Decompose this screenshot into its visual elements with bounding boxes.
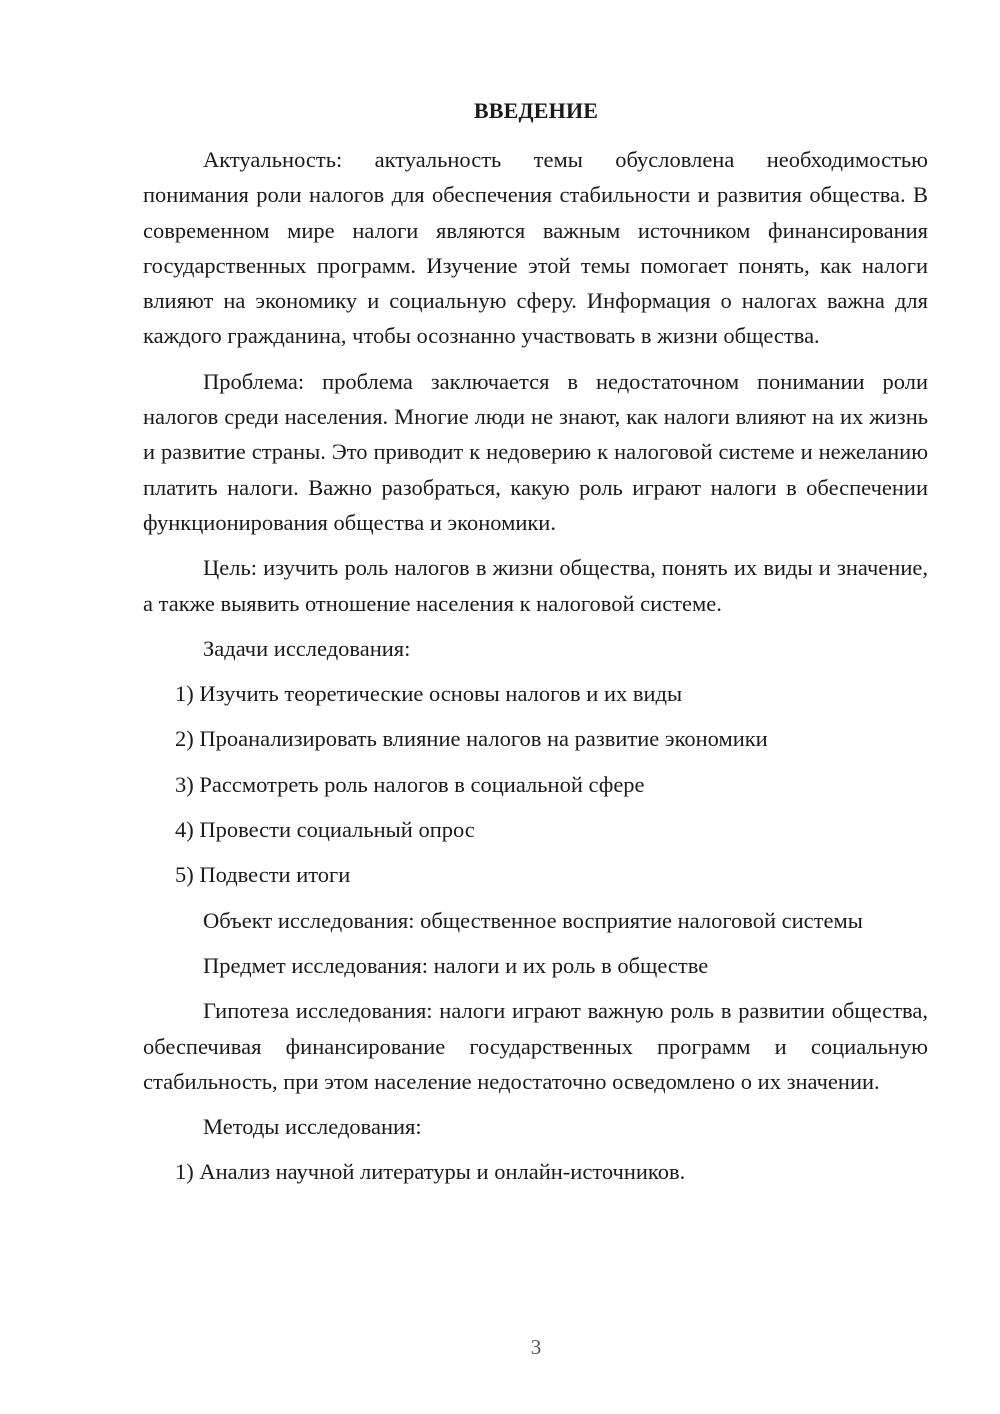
- task-item: 4) Провести социальный опрос: [175, 817, 475, 843]
- problem-paragraph: Проблема: проблема заключается в недостаточном понимании роли налогов среди населения. Многие люди не знают, как налоги влияют на их жизнь и развитие страны. Это приводит к недоверию к налоговой системе и нежеланию платить налоги. Важно разобраться, какую роль играют налоги в обеспечении функционирования общества и экономики.: [143, 368, 928, 535]
- goal-paragraph: Цель: изучить роль налогов в жизни общества, понять их виды и значение, а также выявить отношение населения к налоговой системе.: [143, 555, 928, 616]
- object-line: Объект исследования: общественное восприятие налоговой системы: [203, 907, 863, 933]
- method-item: 1) Анализ научной литературы и онлайн-источников.: [175, 1159, 686, 1185]
- page-number: 3: [530, 1335, 542, 1359]
- relevance-paragraph: Актуальность: актуальность темы обусловлена необходимостью понимания роли налогов для обеспечения стабильности и развития общества. В современном мире налоги являются важным источником финансирования государственных программ. Изучение этой темы помогает понять, как налоги влияют на экономику и социальную сферу. Информация о налогах важна для каждого гражданина, чтобы осознанно участвовать в жизни общества.: [143, 147, 928, 349]
- hypothesis-paragraph: Гипотеза исследования: налоги играют важную роль в развитии общества, обеспечивая финансирование государственных программ и социальную стабильность, при этом население недостаточно осведомлено о их значении.: [143, 998, 928, 1094]
- subject-line: Предмет исследования: налоги и их роль в обществе: [203, 952, 709, 978]
- methods-heading: Методы исследования:: [203, 1114, 422, 1140]
- task-item: 5) Подвести итоги: [175, 862, 351, 888]
- task-item: 2) Проанализировать влияние налогов на развитие экономики: [175, 726, 768, 752]
- task-item: 3) Рассмотреть роль налогов в социальной сфере: [175, 771, 645, 797]
- body-text: [143, 142, 928, 1190]
- page-title: ВВЕДЕНИЕ: [473, 98, 599, 123]
- tasks-heading: Задачи исследования:: [203, 635, 411, 661]
- task-item: 1) Изучить теоретические основы налогов и их виды: [175, 681, 683, 707]
